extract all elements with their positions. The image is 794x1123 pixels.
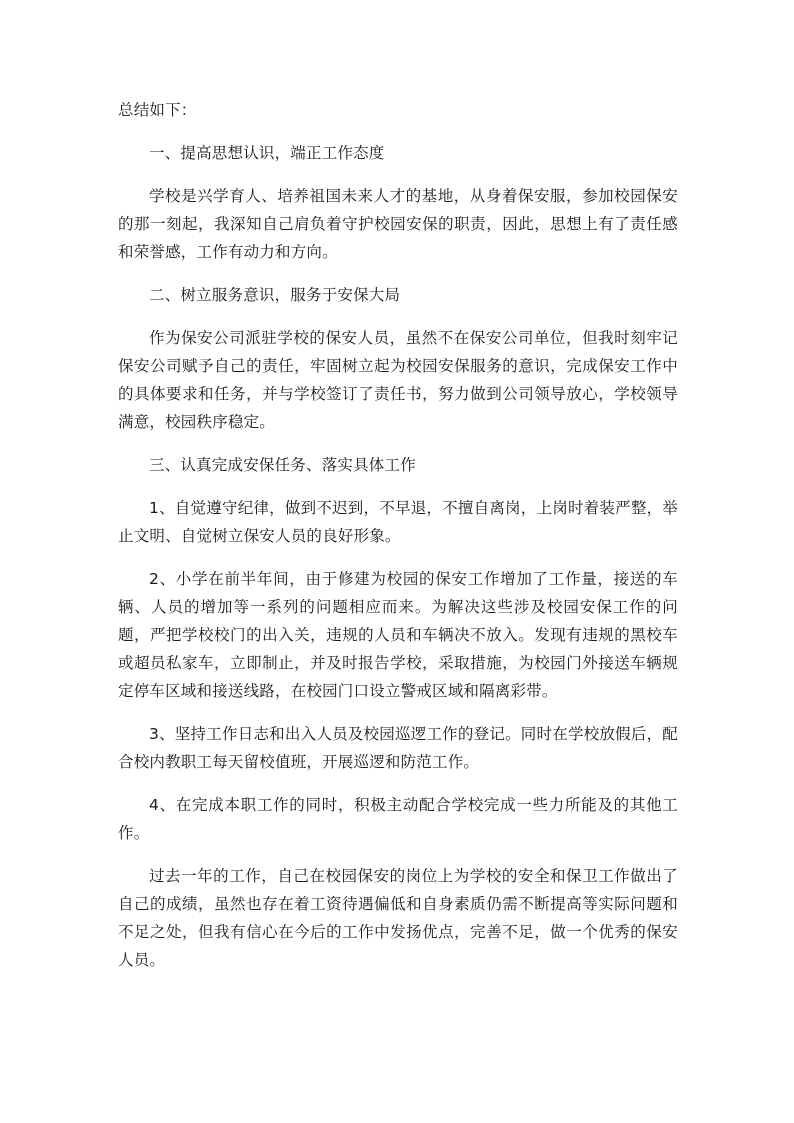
list-item-4: 4、在完成本职工作的同时，积极主动配合学校完成一些力所能及的其他工作。 bbox=[118, 796, 678, 842]
intro-paragraph: 总结如下： bbox=[118, 101, 197, 119]
body-paragraph-2: 作为保安公司派驻学校的保安人员，虽然不在保安公司单位，但我时刻牢记保安公司赋予自己的责任，牢固树立起为校园安保服务的意识，完成保安工作中的具体要求和任务，并与学校签订了责任书，努力做到公司领导放心，学校领导满意，校园秩序稳定。 bbox=[118, 329, 678, 431]
list-item-3: 3、坚持工作日志和出入人员及校园巡逻工作的登记。同时在学校放假后，配合校内教职工每天留校值班，开展巡逻和防范工作。 bbox=[118, 725, 678, 771]
document-page bbox=[118, 96, 678, 974]
section-heading-3: 三、认真完成安保任务、落实具体工作 bbox=[149, 456, 416, 474]
conclusion-paragraph: 过去一年的工作，自己在校园保安的岗位上为学校的安全和保卫工作做出了自己的成绩，虽然也存在着工资待遇偏低和自身素质仍需不断提高等实际问题和不足之处，但我有信心在今后的工作中发扬优点，完善不足，做一个优秀的保安人员。 bbox=[118, 867, 678, 969]
body-paragraph-1: 学校是兴学育人、培养祖国未来人才的基地，从身着保安服，参加校园保安的那一刻起，我深知自己肩负着守护校园安保的职责，因此，思想上有了责任感和荣誉感，工作有动力和方向。 bbox=[118, 187, 678, 261]
section-heading-2: 二、树立服务意识，服务于安保大局 bbox=[149, 286, 401, 304]
list-item-1: 1、自觉遵守纪律，做到不迟到，不早退，不擅自离岗，上岗时着装严整，举止文明、自觉树立保安人员的良好形象。 bbox=[118, 499, 678, 545]
list-item-2: 2、小学在前半年间，由于修建为校园的保安工作增加了工作量，接送的车辆、人员的增加等一系列的问题相应而来。为解决这些涉及校园安保工作的问题，严把学校校门的出入关，违规的人员和车辆决不放入。发现有违规的黑校车或超员私家车，立即制止，并及时报告学校，采取措施，为校园门外接送车辆规定停车区域和接送线路，在校园门口设立警戒区域和隔离彩带。 bbox=[118, 570, 678, 700]
section-heading-1: 一、提高思想认识，端正工作态度 bbox=[149, 144, 385, 162]
